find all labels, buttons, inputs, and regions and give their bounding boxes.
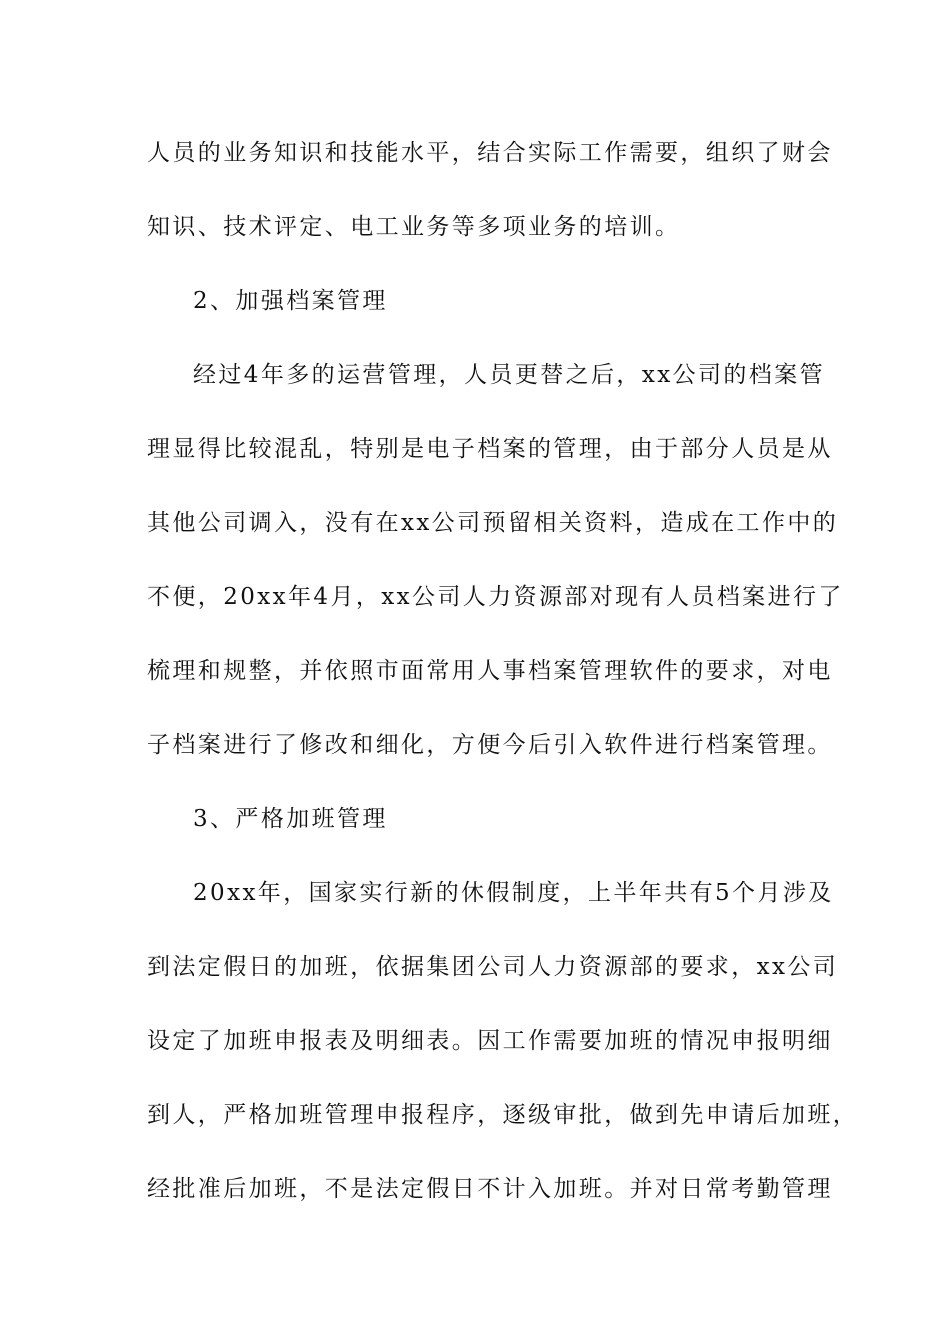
body-text-line: 理显得比较混乱，特别是电子档案的管理，由于部分人员是从: [147, 436, 833, 462]
body-text-line: 其他公司调入，没有在xx公司预留相关资料，造成在工作中的: [147, 510, 839, 536]
section-heading: 3、严格加班管理: [193, 806, 388, 832]
body-text-line: 经批准后加班，不是法定假日不计入加班。并对日常考勤管理: [147, 1176, 833, 1202]
body-text-line: 设定了加班申报表及明细表。因工作需要加班的情况申报明细: [147, 1028, 833, 1054]
section-heading: 2、加强档案管理: [193, 288, 388, 314]
body-text-line: 知识、技术评定、电工业务等多项业务的培训。: [147, 214, 681, 240]
body-text-line: 不便，20xx年4月，xx公司人力资源部对现有人员档案进行了: [147, 584, 844, 610]
body-text-line: 子档案进行了修改和细化，方便今后引入软件进行档案管理。: [147, 732, 833, 758]
body-text-line: 到人，严格加班管理申报程序，逐级审批，做到先申请后加班，: [147, 1102, 859, 1128]
body-text-line: 到法定假日的加班，依据集团公司人力资源部的要求，xx公司: [147, 954, 839, 980]
body-text-line: 人员的业务知识和技能水平，结合实际工作需要，组织了财会: [147, 140, 833, 166]
paragraph-first-line: 20xx年，国家实行新的休假制度，上半年共有5个月涉及: [193, 880, 834, 906]
paragraph-first-line: 经过4年多的运营管理，人员更替之后，xx公司的档案管: [193, 362, 825, 388]
body-text-line: 梳理和规整，并依照市面常用人事档案管理软件的要求，对电: [147, 658, 833, 684]
